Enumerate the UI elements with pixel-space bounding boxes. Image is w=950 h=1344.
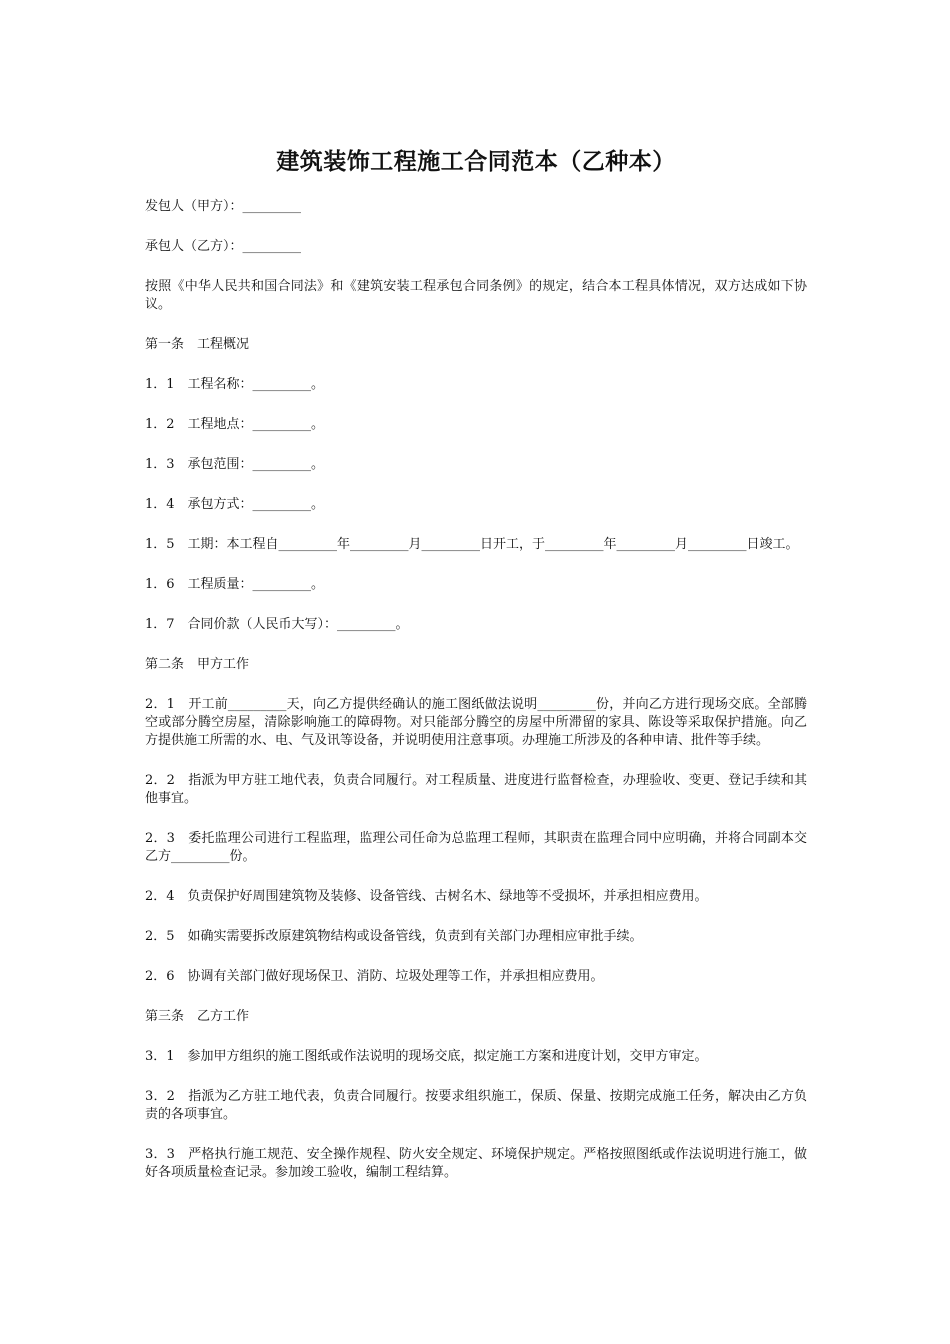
article-2-heading: 第二条 甲方工作 bbox=[145, 657, 250, 672]
document-body bbox=[145, 148, 807, 1204]
article-3-heading: 第三条 乙方工作 bbox=[145, 1009, 250, 1024]
clause-2-3: 2．3 委托监理公司进行工程监理，监理公司任命为总监理工程师，其职责在监理合同中应明确，并将合同副本交乙方_________份。 bbox=[145, 831, 807, 864]
document-title: 建筑装饰工程施工合同范本（乙种本） bbox=[276, 148, 676, 175]
clause-1-4: 1．4 承包方式：_________。 bbox=[145, 497, 325, 512]
article-1-heading: 第一条 工程概况 bbox=[145, 337, 250, 352]
clause-1-3: 1．3 承包范围：_________。 bbox=[145, 457, 325, 472]
clause-2-4: 2．4 负责保护好周围建筑物及装修、设备管线、古树名木、绿地等不受损坏，并承担相应费用。 bbox=[145, 889, 708, 904]
clause-3-1: 3．1 参加甲方组织的施工图纸或作法说明的现场交底，拟定施工方案和进度计划，交甲方审定。 bbox=[145, 1049, 708, 1064]
clause-1-1: 1．1 工程名称：_________。 bbox=[145, 377, 325, 392]
party-b-line: 承包人（乙方）：_________ bbox=[145, 239, 302, 254]
party-a-line: 发包人（甲方）：_________ bbox=[145, 199, 302, 214]
clause-3-3: 3．3 严格执行施工规范、安全操作规程、防火安全规定、环境保护规定。严格按照图纸或作法说明进行施工，做好各项质量检查记录。参加竣工验收，编制工程结算。 bbox=[145, 1147, 807, 1180]
clause-2-1: 2．1 开工前_________天，向乙方提供经确认的施工图纸做法说明_________份，并向乙方进行现场交底。全部腾空或部分腾空房屋，清除影响施工的障碍物。对只能部分腾空的房屋中所滞留的家具、陈设等采取保护措施。向乙方提供施工所需的水、电、气及讯等设备，并说明使用注意事项。办理施工所涉及的各种申请、批件等手续。 bbox=[145, 697, 807, 748]
preamble-paragraph: 按照《中华人民共和国合同法》和《建筑安装工程承包合同条例》的规定，结合本工程具体情况，双方达成如下协议。 bbox=[145, 279, 807, 312]
clause-1-2: 1．2 工程地点：_________。 bbox=[145, 417, 325, 432]
clause-1-7: 1．7 合同价款（人民币大写）：_________。 bbox=[145, 617, 409, 632]
clause-2-6: 2．6 协调有关部门做好现场保卫、消防、垃圾处理等工作，并承担相应费用。 bbox=[145, 969, 604, 984]
clause-2-2: 2．2 指派为甲方驻工地代表，负责合同履行。对工程质量、进度进行监督检查，办理验收、变更、登记手续和其他事宜。 bbox=[145, 773, 807, 806]
clause-1-6: 1．6 工程质量：_________。 bbox=[145, 577, 325, 592]
clause-1-5: 1．5 工期：本工程自_________年_________月_________日开工，于_________年_________月_________日竣工。 bbox=[145, 537, 799, 552]
clause-3-2: 3．2 指派为乙方驻工地代表，负责合同履行。按要求组织施工，保质、保量、按期完成施工任务，解决由乙方负责的各项事宜。 bbox=[145, 1089, 807, 1122]
clause-2-5: 2．5 如确实需要拆改原建筑物结构或设备管线，负责到有关部门办理相应审批手续。 bbox=[145, 929, 643, 944]
